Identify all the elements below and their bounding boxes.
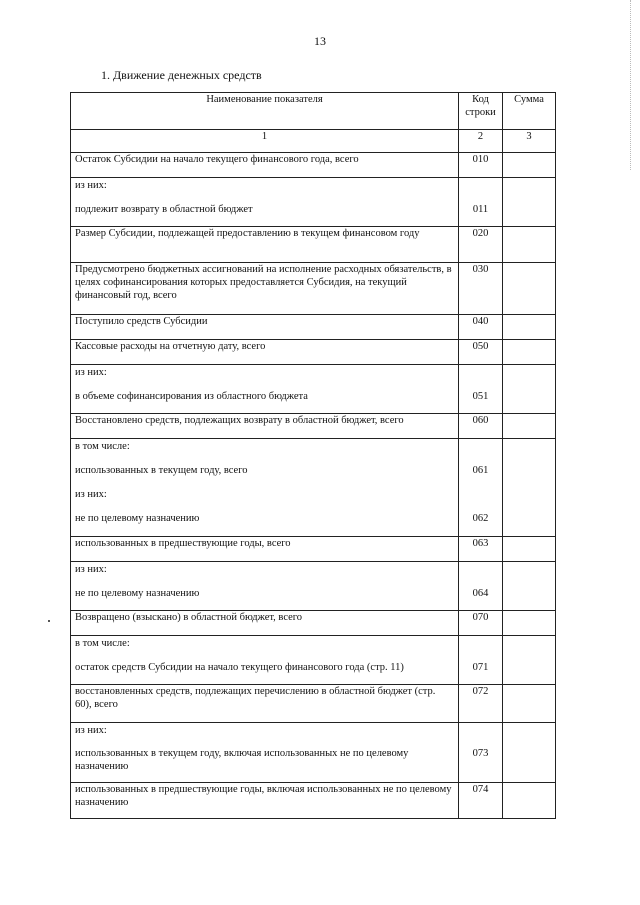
row-subline: из них:	[75, 489, 107, 500]
row-name: Предусмотрено бюджетных ассигнований на исполнение расходных обязательств, в целях софинансирования которых предоставляется Субсидия, на текущий финансовый год, всего	[71, 263, 459, 315]
row-code-value: 051	[472, 391, 489, 402]
row-sum	[503, 562, 556, 611]
row-name	[71, 723, 459, 783]
header-name: Наименование показателя	[71, 93, 459, 130]
row-code	[459, 365, 503, 414]
row-sum	[503, 414, 556, 439]
row-code-value: 062	[472, 513, 489, 524]
row-subline: в том числе:	[75, 638, 130, 649]
row-subline: не по целевому назначению	[75, 588, 200, 599]
row-code-value: 061	[472, 465, 489, 476]
row-code	[459, 178, 503, 227]
row-code: 040	[459, 315, 503, 340]
row-name	[71, 178, 459, 227]
header-sum: Сумма	[503, 93, 556, 130]
row-code: 072	[459, 685, 503, 723]
row-code: 050	[459, 340, 503, 365]
row-sum	[503, 263, 556, 315]
row-code-value: 064	[472, 588, 489, 599]
scan-speck	[48, 620, 50, 622]
row-code-value: 073	[472, 748, 489, 759]
table-row	[71, 439, 556, 537]
row-sum	[503, 537, 556, 562]
section-title: 1. Движение денежных средств	[101, 68, 262, 82]
table-row	[71, 636, 556, 685]
column-number: 2	[459, 130, 503, 153]
row-subline: использованных в текущем году, включая использованных не по целевому назначению	[75, 748, 409, 772]
table-row	[71, 153, 556, 178]
row-sum	[503, 611, 556, 636]
row-sum	[503, 365, 556, 414]
row-sum	[503, 315, 556, 340]
row-code-value: 071	[472, 662, 489, 673]
row-subline: из них:	[75, 564, 107, 575]
row-name	[71, 365, 459, 414]
row-name: восстановленных средств, подлежащих перечислению в областной бюджет (стр. 60), всего	[71, 685, 459, 723]
row-sum	[503, 685, 556, 723]
row-name	[71, 562, 459, 611]
table-row	[71, 414, 556, 439]
row-subline: в том числе:	[75, 441, 130, 452]
row-name: Возвращено (взыскано) в областной бюджет, всего	[71, 611, 459, 636]
row-code	[459, 636, 503, 685]
row-sum	[503, 340, 556, 365]
row-subline: в объеме софинансирования из областного бюджета	[75, 391, 308, 402]
row-code: 060	[459, 414, 503, 439]
column-number: 3	[503, 130, 556, 153]
row-name	[71, 439, 459, 537]
row-subline: из них:	[75, 725, 107, 736]
row-sum	[503, 636, 556, 685]
row-sum	[503, 783, 556, 819]
column-number-row	[71, 130, 556, 153]
row-code: 063	[459, 537, 503, 562]
row-name	[71, 636, 459, 685]
row-sum	[503, 227, 556, 263]
row-code: 020	[459, 227, 503, 263]
table-row	[71, 365, 556, 414]
table-row	[71, 340, 556, 365]
table-row	[71, 537, 556, 562]
row-code: 030	[459, 263, 503, 315]
row-name: использованных в предшествующие годы, всего	[71, 537, 459, 562]
row-code: 070	[459, 611, 503, 636]
table-row	[71, 315, 556, 340]
row-name: Кассовые расходы на отчетную дату, всего	[71, 340, 459, 365]
table-row	[71, 178, 556, 227]
table-row	[71, 227, 556, 263]
table-row	[71, 611, 556, 636]
row-code-value: 011	[472, 204, 489, 215]
table-row	[71, 723, 556, 783]
row-code	[459, 562, 503, 611]
row-subline: не по целевому назначению	[75, 513, 200, 524]
header-row	[71, 93, 556, 130]
row-name: Размер Субсидии, подлежащей предоставлению в текущем финансовом году	[71, 227, 459, 263]
row-code: 010	[459, 153, 503, 178]
row-subline: из них:	[75, 180, 107, 191]
row-name: Остаток Субсидии на начало текущего финансового года, всего	[71, 153, 459, 178]
header-code: Код строки	[459, 93, 503, 130]
row-name: Поступило средств Субсидии	[71, 315, 459, 340]
row-sum	[503, 178, 556, 227]
row-code	[459, 439, 503, 537]
scan-edge	[629, 0, 631, 170]
table-row	[71, 685, 556, 723]
table-row	[71, 263, 556, 315]
row-code	[459, 723, 503, 783]
row-code: 074	[459, 783, 503, 819]
table-row	[71, 783, 556, 819]
row-subline: использованных в текущем году, всего	[75, 465, 248, 476]
column-number: 1	[71, 130, 459, 153]
row-subline: подлежит возврату в областной бюджет	[75, 204, 253, 215]
row-sum	[503, 153, 556, 178]
row-subline: остаток средств Субсидии на начало текущего финансового года (стр. 11)	[75, 662, 404, 673]
row-name: Восстановлено средств, подлежащих возврату в областной бюджет, всего	[71, 414, 459, 439]
row-name: использованных в предшествующие годы, включая использованных не по целевому назначению	[71, 783, 459, 819]
row-sum	[503, 723, 556, 783]
row-sum	[503, 439, 556, 537]
row-subline: из них:	[75, 367, 107, 378]
table-row	[71, 562, 556, 611]
cash-flow-table	[70, 92, 556, 819]
page-number: 13	[314, 34, 326, 48]
